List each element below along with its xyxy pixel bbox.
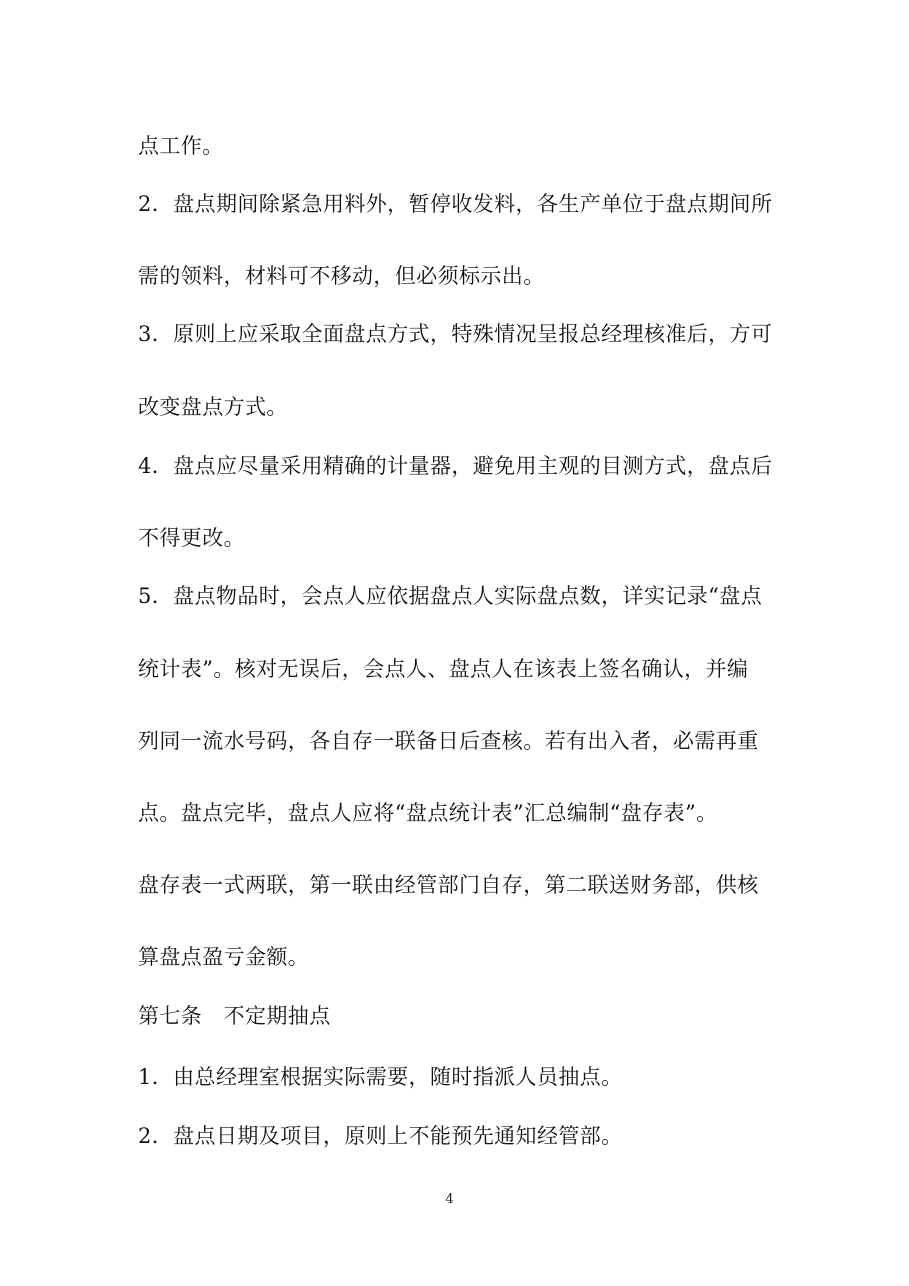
text-line: 不得更改。 bbox=[138, 526, 245, 550]
text-line: 改变盘点方式。 bbox=[138, 395, 288, 419]
text-line: 4．盘点应尽量采用精确的计量器，避免用主观的目测方式，盘点后 bbox=[138, 454, 773, 478]
text-line: 算盘点盈亏金额。 bbox=[138, 945, 310, 969]
text-line: 点。盘点完毕，盘点人应将“盘点统计表”汇总编制“盘存表”。 bbox=[138, 801, 718, 825]
text-line: 列同一流水号码，各自存一联备日后查核。若有出入者，必需再重 bbox=[138, 729, 759, 753]
page-number: 4 bbox=[445, 1192, 454, 1207]
text-line: 5．盘点物品时，会点人应依据盘点人实际盘点数，详实记录“盘点 bbox=[138, 584, 763, 608]
section-heading: 第七条 不定期抽点 bbox=[138, 1004, 331, 1028]
text-line: 2．盘点日期及项目，原则上不能预先通知经管部。 bbox=[138, 1124, 623, 1148]
text-line: 盘存表一式两联，第一联由经管部门自存，第二联送财务部，供核 bbox=[138, 873, 759, 897]
text-line: 3．原则上应采取全面盘点方式，特殊情况呈报总经理核准后，方可 bbox=[138, 322, 773, 346]
text-line: 2．盘点期间除紧急用料外，暂停收发料，各生产单位于盘点期间所 bbox=[138, 192, 773, 216]
text-line: 需的领料，材料可不移动，但必须标示出。 bbox=[138, 264, 545, 288]
text-line: 统计表”。核对无误后，会点人、盘点人在该表上签名确认，并编 bbox=[138, 657, 749, 681]
text-line: 点工作。 bbox=[138, 134, 224, 158]
text-line: 1．由总经理室根据实际需要，随时指派人员抽点。 bbox=[138, 1065, 623, 1089]
